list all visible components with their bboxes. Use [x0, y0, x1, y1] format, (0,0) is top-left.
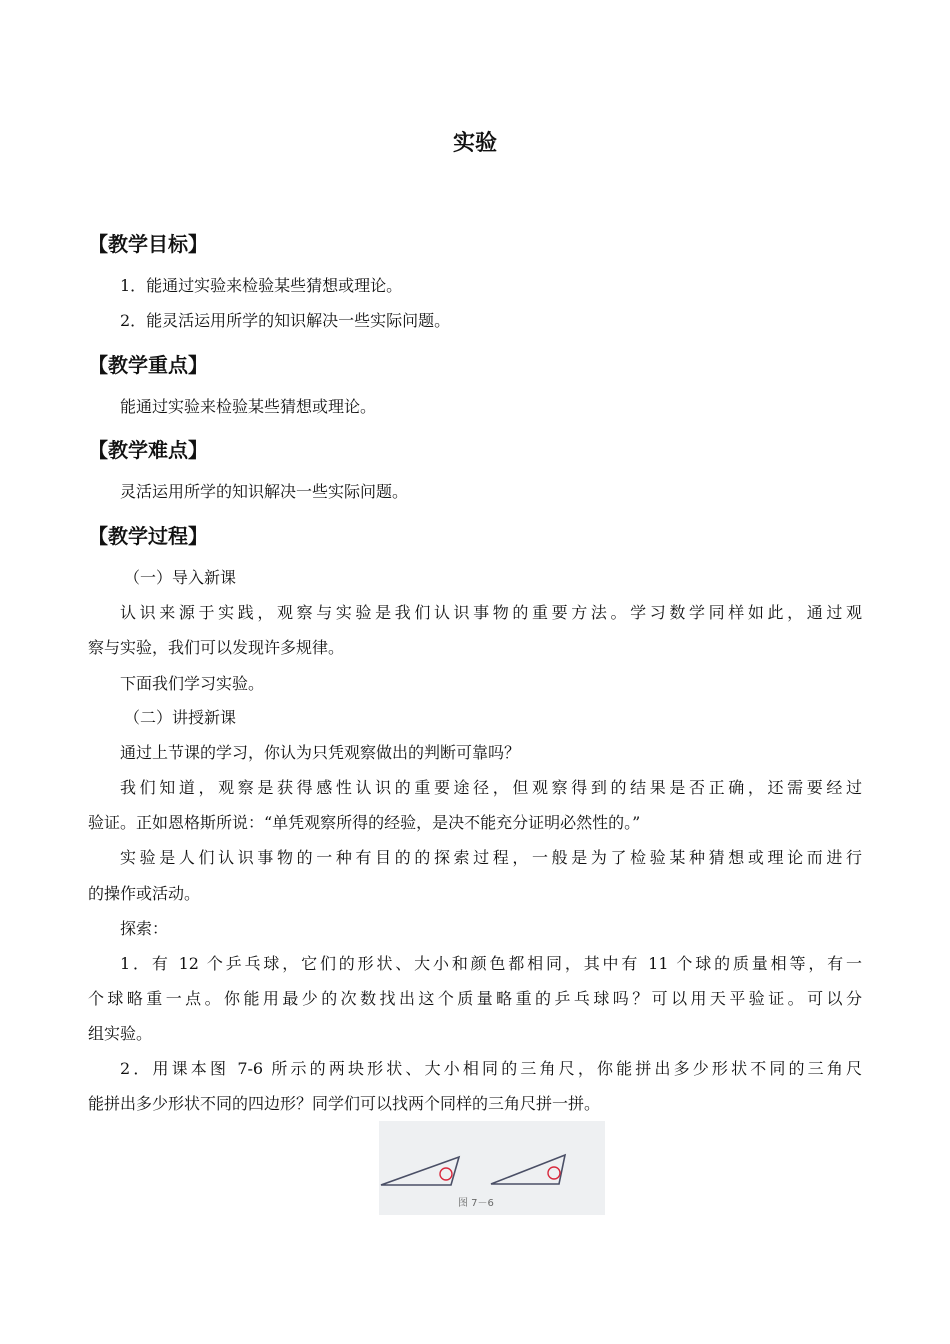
paragraph-2: 下面我们学习实验。: [120, 674, 265, 693]
paragraph-1-line-1: 认识来源于实践，观察与实验是我们认识事物的重要方法。学习数学同样如此，通过观: [120, 603, 862, 622]
key-points-text: 能通过实验来检验某些猜想或理论。: [120, 397, 377, 416]
part1-title: （一）导入新课: [124, 568, 237, 587]
question-2-line-2: 能拼出多少形状不同的四边形？同学们可以找两个同样的三角尺拼一拼。: [88, 1094, 601, 1113]
page-title: 实验: [452, 131, 497, 156]
heading-difficulties: 【教学难点】: [88, 438, 208, 462]
figure-caption: 图 7－6: [458, 1198, 494, 1209]
objective-item-1: 1．能通过实验来检验某些猜想或理论。: [120, 276, 403, 295]
heading-process: 【教学过程】: [88, 524, 208, 548]
question-1-line-1: 1．有 12 个乒乓球，它们的形状、大小和颜色都相同，其中有 11 个球的质量相等，有一: [120, 954, 862, 973]
triangle-hole-left: [440, 1168, 452, 1180]
question-1-line-3: 组实验。: [88, 1024, 153, 1043]
paragraph-4-line-1: 我们知道，观察是获得感性认识的重要途径，但观察得到的结果是否正确，还需要经过: [120, 778, 862, 797]
explore-label: 探索：: [120, 919, 169, 938]
heading-key-points: 【教学重点】: [88, 353, 208, 377]
paragraph-3: 通过上节课的学习，你认为只凭观察做出的判断可靠吗？: [120, 743, 521, 762]
question-1-line-2: 个球略重一点。你能用最少的次数找出这个质量略重的乒乓球吗？可以用天平验证。可以分: [88, 989, 862, 1008]
figure-7-6: [379, 1121, 605, 1215]
heading-objectives: 【教学目标】: [88, 232, 208, 256]
triangle-hole-right: [548, 1167, 560, 1179]
paragraph-5-line-1: 实验是人们认识事物的一种有目的的探索过程，一般是为了检验某种猜想或理论而进行: [120, 848, 862, 867]
question-2-line-1: 2．用课本图 7-6 所示的两块形状、大小相同的三角尺，你能拼出多少形状不同的三角尺: [120, 1059, 862, 1078]
triangle-ruler-left: [381, 1157, 459, 1185]
objective-item-2: 2．能灵活运用所学的知识解决一些实际问题。: [120, 311, 451, 330]
part2-title: （二）讲授新课: [124, 708, 237, 727]
paragraph-1-line-2: 察与实验，我们可以发现许多规律。: [88, 638, 345, 657]
difficulties-text: 灵活运用所学的知识解决一些实际问题。: [120, 482, 409, 501]
paragraph-5-line-2: 的操作或活动。: [88, 884, 201, 903]
paragraph-4-line-2: 验证。正如恩格斯所说：“单凭观察所得的经验，是决不能充分证明必然性的。”: [88, 813, 641, 832]
